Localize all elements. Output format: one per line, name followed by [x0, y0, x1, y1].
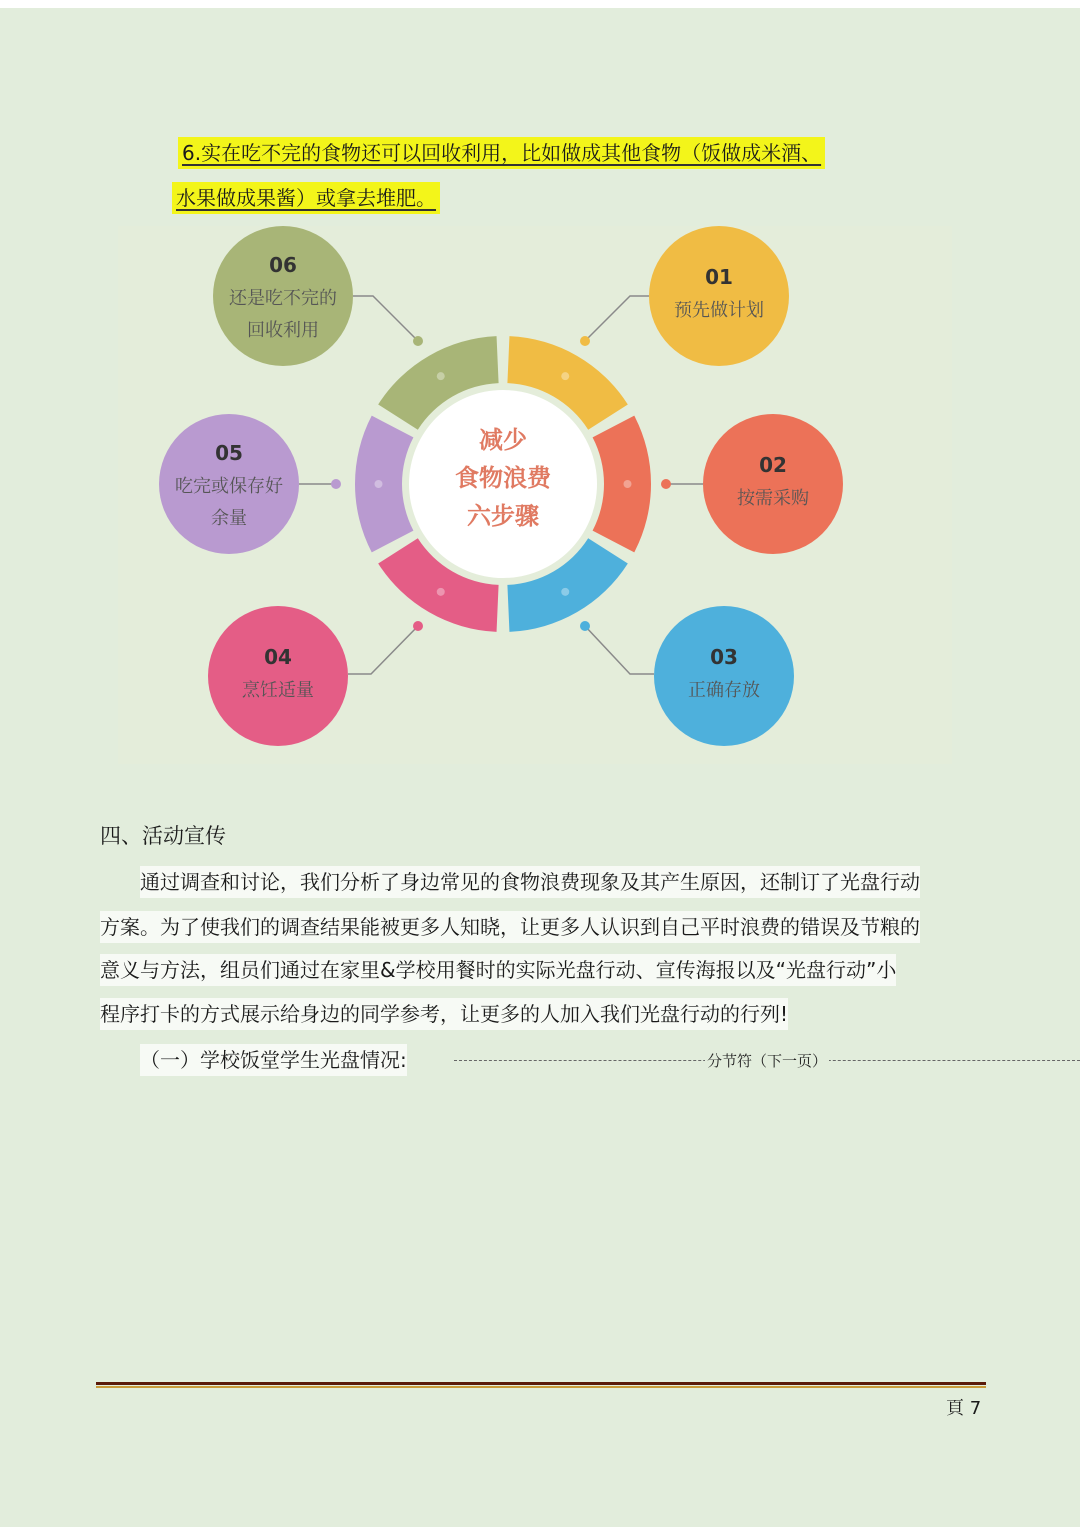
- step-number-05: 05: [215, 441, 243, 465]
- segment-arrow-icon: [561, 372, 569, 380]
- segment-arrow-icon: [437, 372, 445, 380]
- step-label-01: 预先做计划: [674, 300, 764, 321]
- paragraph-line-1: 通过调查和讨论，我们分析了身边常见的食物浪费现象及其产生原因，还制订了光盘行动: [140, 866, 920, 898]
- step-label-05-line2: 余量: [211, 508, 247, 529]
- connector-dot-01: [580, 336, 590, 346]
- connector-dot-05: [331, 479, 341, 489]
- subheading: （一）学校饭堂学生光盘情况:: [140, 1044, 407, 1076]
- six-steps-diagram: [118, 226, 952, 764]
- section-heading: 四、活动宣传: [100, 824, 226, 848]
- connector-dot-04: [413, 621, 423, 631]
- center-title-line-2: 食物浪费: [455, 464, 551, 492]
- six-steps-infographic: [118, 226, 952, 764]
- connector-dot-03: [580, 621, 590, 631]
- segment-arrow-icon: [624, 480, 632, 488]
- step-bubble-01: [649, 226, 789, 366]
- step-label-06-line2: 回收利用: [247, 320, 319, 341]
- connector-line-04: [348, 626, 418, 674]
- step-number-02: 02: [759, 453, 787, 477]
- step-bubble-03: [654, 606, 794, 746]
- highlighted-text-line-1: 6.实在吃不完的食物还可以回收利用，比如做成其他食物（饭做成米酒、: [178, 137, 825, 169]
- step-number-04: 04: [264, 645, 292, 669]
- ring-segment-02: [593, 416, 651, 553]
- step-label-04: 烹饪适量: [242, 680, 314, 701]
- highlighted-text-line-2: 水果做成果酱）或拿去堆肥。: [172, 182, 440, 214]
- step-bubble-04: [208, 606, 348, 746]
- footer-rule-accent: [96, 1386, 986, 1388]
- segment-arrow-icon: [561, 588, 569, 596]
- step-number-01: 01: [705, 265, 733, 289]
- step-number-06: 06: [269, 253, 297, 277]
- section-break-label: 分节符（下一页）: [707, 1052, 828, 1070]
- page-number: 頁 7: [946, 1398, 982, 1419]
- ring-segment-05: [355, 416, 413, 553]
- connector-dot-06: [413, 336, 423, 346]
- center-title-line-3: 六步骤: [467, 502, 539, 530]
- segment-arrow-icon: [437, 588, 445, 596]
- step-label-03: 正确存放: [688, 680, 760, 701]
- segment-arrow-icon: [375, 480, 383, 488]
- step-label-02: 按需采购: [737, 488, 809, 509]
- connector-dot-02: [661, 479, 671, 489]
- step-label-06: 还是吃不完的: [229, 288, 337, 309]
- page-top-edge: [0, 0, 1080, 8]
- step-label-05: 吃完或保存好: [175, 476, 283, 497]
- center-title-line-1: 减少: [479, 426, 527, 454]
- connector-line-03: [585, 626, 654, 674]
- footer-rule: [96, 1382, 986, 1385]
- connector-line-06: [353, 296, 418, 341]
- connector-line-01: [585, 296, 649, 341]
- step-number-03: 03: [710, 645, 738, 669]
- paragraph-line-4: 程序打卡的方式展示给身边的同学参考，让更多的人加入我们光盘行动的行列!: [100, 998, 788, 1030]
- step-bubble-02: [703, 414, 843, 554]
- paragraph-line-2: 方案。为了使我们的调查结果能被更多人知晓，让更多人认识到自己平时浪费的错误及节粮的: [100, 911, 920, 943]
- paragraph-line-3: 意义与方法，组员们通过在家里&学校用餐时的实际光盘行动、宣传海报以及“光盘行动”小: [100, 954, 896, 986]
